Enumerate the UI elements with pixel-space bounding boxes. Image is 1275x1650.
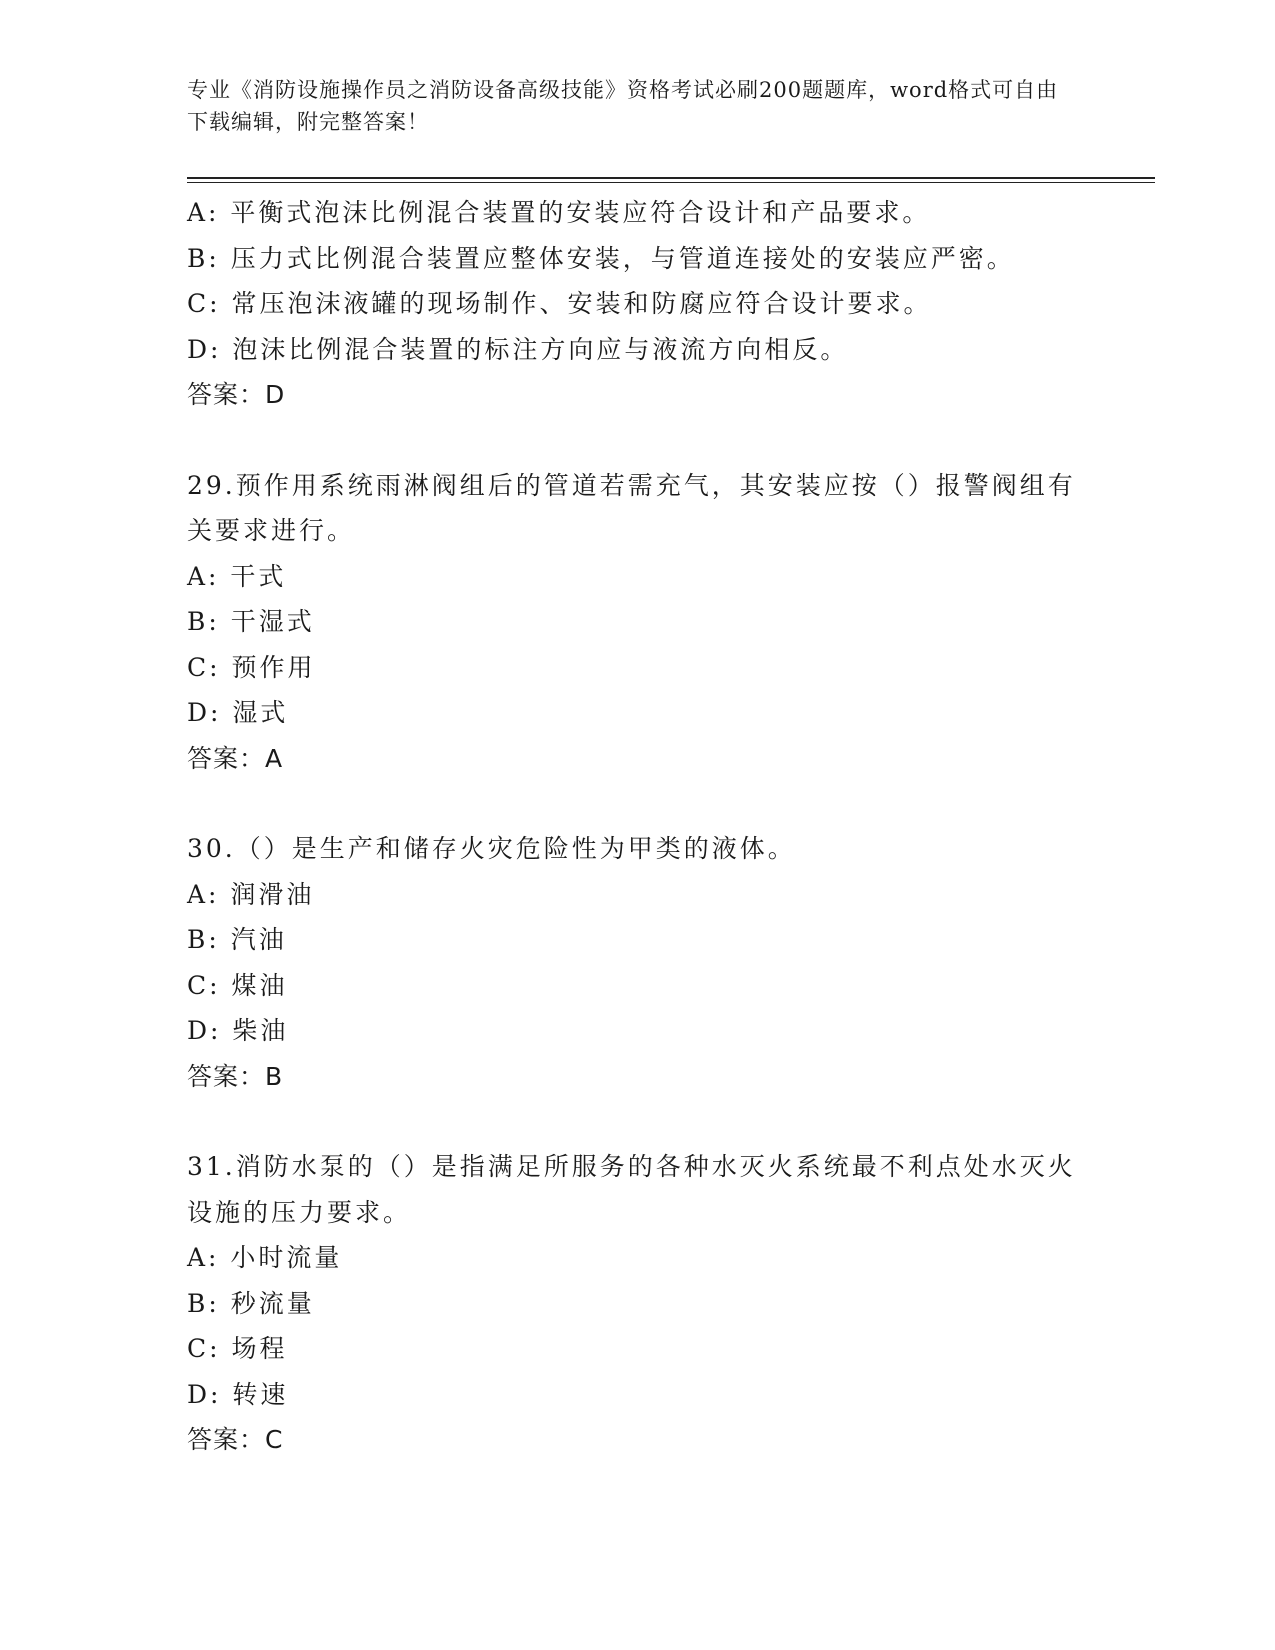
document-header: 专业《消防设施操作员之消防设备高级技能》资格考试必刷200题题库，word格式可自由下载编辑，附完整答案！ [187, 78, 1059, 134]
option-b: B: 压力式比例混合装置应整体安装，与管道连接处的安装应严密。 [187, 243, 1015, 273]
option-c: C: 常压泡沫液罐的现场制作、安装和防腐应符合设计要求。 [187, 289, 932, 318]
question-text: 30.（）是生产和储存火灾危险性为甲类的液体。 [187, 834, 796, 863]
partial-question-block [187, 190, 1077, 418]
spacer [187, 418, 1077, 463]
option-d: D: 转速 [187, 1379, 289, 1409]
spacer [187, 781, 1077, 826]
option-b: B: 汽油 [187, 925, 287, 954]
option-c: C: 煤油 [187, 970, 288, 1000]
header-divider-thick [187, 177, 1155, 179]
option-b: B: 干湿式 [187, 607, 315, 636]
question-text: 29.预作用系统雨淋阀组后的管道若需充气，其安装应按（）报警阀组有关要求进行。 [187, 470, 1076, 545]
question-list [187, 190, 1077, 1463]
spacer [187, 1099, 1077, 1144]
option-a: A: 润滑油 [187, 879, 315, 909]
option-a: A: 平衡式泡沫比例混合装置的安装应符合设计和产品要求。 [187, 198, 931, 227]
question-block-29 [187, 463, 1077, 782]
header-divider-thin [187, 182, 1155, 183]
answer-line: 答案：D [187, 380, 286, 409]
option-c: C: 场程 [187, 1334, 288, 1363]
question-text: 31.消防水泵的（）是指满足所服务的各种水灭火系统最不利点处水灭火设施的压力要求。 [187, 1152, 1076, 1227]
option-c: C: 预作用 [187, 652, 316, 682]
question-block-30 [187, 826, 1077, 1099]
option-a: A: 小时流量 [187, 1243, 343, 1272]
option-d: D: 柴油 [187, 1016, 289, 1045]
option-a: A: 干式 [187, 561, 287, 591]
option-d: D: 湿式 [187, 698, 289, 727]
option-d: D: 泡沫比例混合装置的标注方向应与液流方向相反。 [187, 334, 849, 364]
answer-line: 答案：A [187, 743, 284, 773]
answer-line: 答案：B [187, 1061, 284, 1091]
question-block-31 [187, 1144, 1077, 1463]
option-b: B: 秒流量 [187, 1288, 315, 1318]
answer-line: 答案：C [187, 1425, 284, 1454]
